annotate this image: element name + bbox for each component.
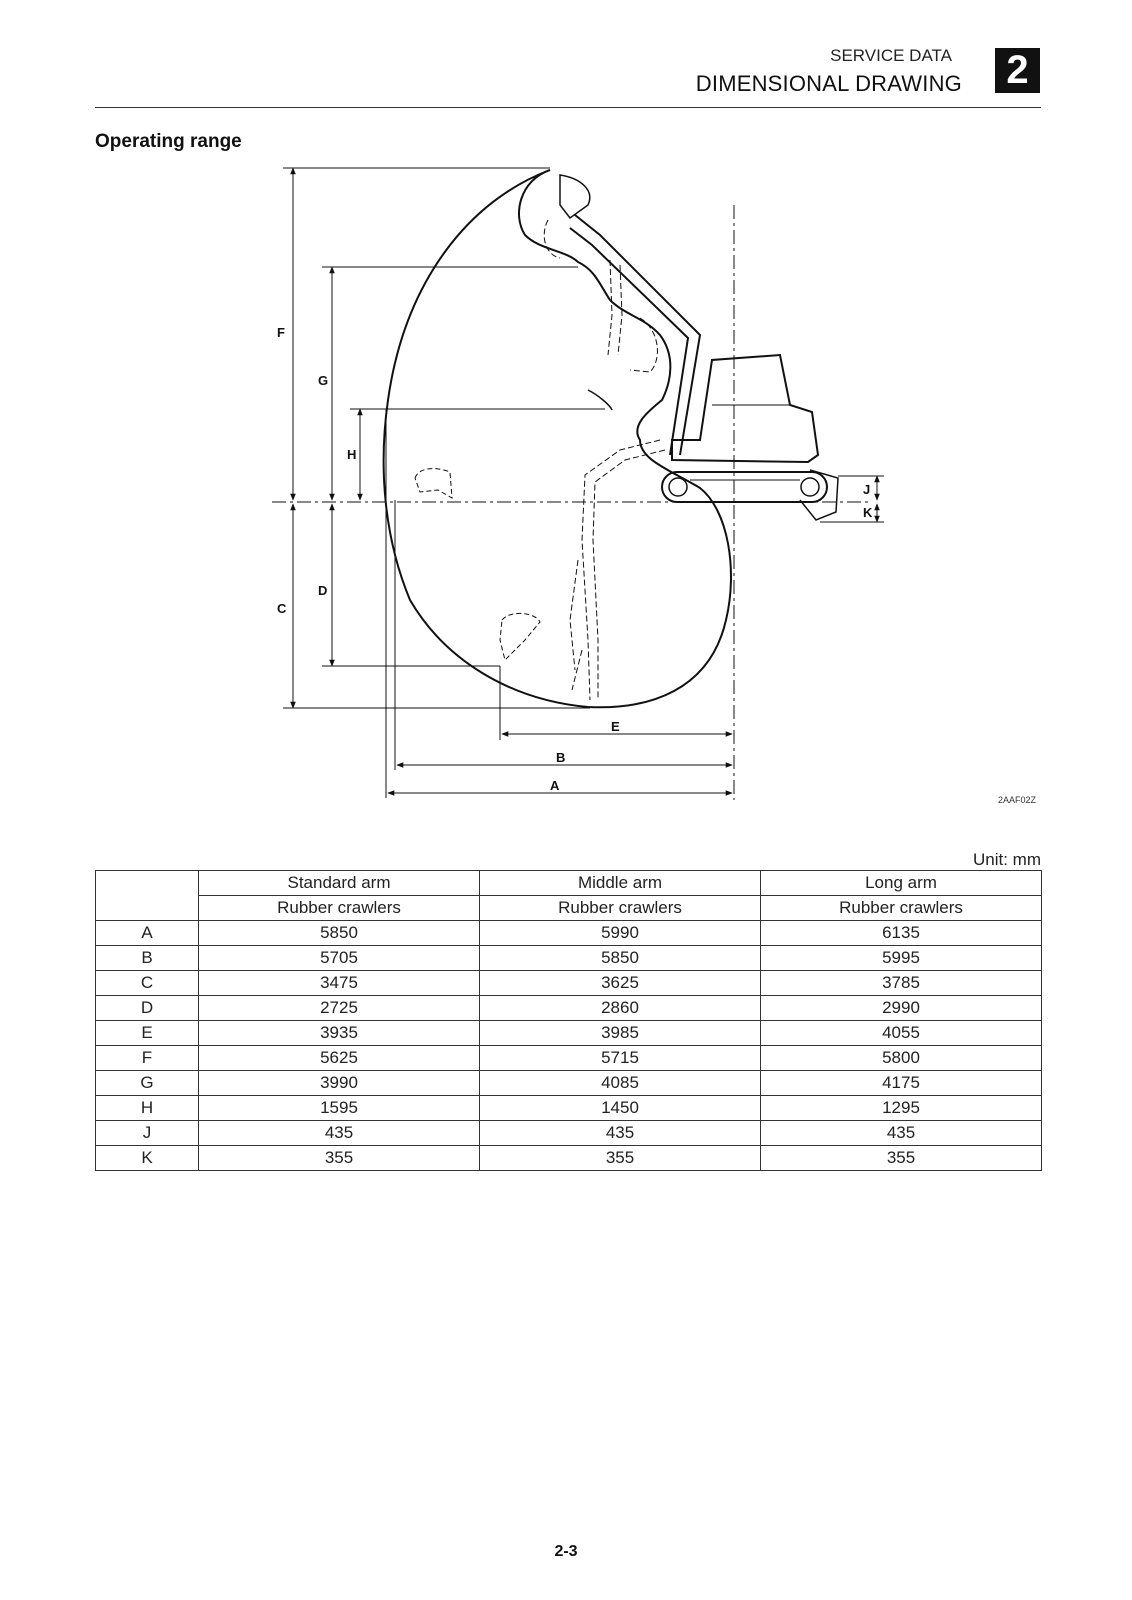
table-row (96, 1046, 1042, 1071)
dig-depth-bucket (500, 613, 540, 660)
column-header: Long arm (761, 871, 1042, 896)
table-cell: 435 (480, 1121, 761, 1146)
column-subheader: Rubber crawlers (761, 896, 1042, 921)
row-label: C (96, 971, 199, 996)
table-cell: 5995 (761, 946, 1042, 971)
table-cell: 1450 (480, 1096, 761, 1121)
table-cell: 2860 (480, 996, 761, 1021)
column-subheader: Rubber crawlers (480, 896, 761, 921)
table-row (96, 946, 1042, 971)
table-cell: 355 (480, 1146, 761, 1171)
column-header: Middle arm (480, 871, 761, 896)
row-label: G (96, 1071, 199, 1096)
raised-bucket (560, 175, 590, 218)
table-cell: 435 (761, 1121, 1042, 1146)
table-cell: 355 (199, 1146, 480, 1171)
table-cell: 355 (761, 1146, 1042, 1171)
table-row (96, 1096, 1042, 1121)
page-number: 2-3 (554, 1543, 578, 1560)
table-row (96, 1146, 1042, 1171)
table-corner-cell (96, 871, 199, 921)
table-cell: 5715 (480, 1046, 761, 1071)
label-j: J (863, 482, 871, 497)
table-cell: 3785 (761, 971, 1042, 996)
table-row (96, 971, 1042, 996)
table-cell: 4055 (761, 1021, 1042, 1046)
table-cell: 5625 (199, 1046, 480, 1071)
table-row (96, 921, 1042, 946)
header-title: DIMENSIONAL DRAWING (695, 71, 962, 96)
table-row (96, 996, 1042, 1021)
label-h: H (347, 447, 357, 462)
label-d: D (318, 583, 328, 598)
table-cell: 4175 (761, 1071, 1042, 1096)
table-cell: 5705 (199, 946, 480, 971)
table-row (96, 1021, 1042, 1046)
table-cell: 1295 (761, 1096, 1042, 1121)
column-subheader: Rubber crawlers (199, 896, 480, 921)
table-row (96, 1071, 1042, 1096)
table-header-row (96, 871, 1042, 896)
table-cell: 435 (199, 1121, 480, 1146)
section-heading: Operating range (95, 131, 242, 152)
table-cell: 5850 (199, 921, 480, 946)
table-cell: 1595 (199, 1096, 480, 1121)
label-e: E (611, 719, 620, 734)
row-label: F (96, 1046, 199, 1071)
table-cell: 4085 (480, 1071, 761, 1096)
reach-envelope (384, 170, 731, 707)
raised-boom (575, 215, 700, 455)
table-subheader-row (96, 896, 1042, 921)
table-cell: 2990 (761, 996, 1042, 1021)
column-header: Standard arm (199, 871, 480, 896)
row-label: K (96, 1146, 199, 1171)
label-g: G (318, 373, 329, 388)
table-row (96, 1121, 1042, 1146)
table-cell: 2725 (199, 996, 480, 1021)
label-a: A (550, 778, 560, 793)
table-cell: 3985 (480, 1021, 761, 1046)
unit-label: Unit: mm (973, 850, 1041, 869)
label-k: K (863, 505, 873, 520)
row-label: B (96, 946, 199, 971)
table-cell: 3625 (480, 971, 761, 996)
table-cell: 5990 (480, 921, 761, 946)
operating-range-table (95, 870, 1042, 1171)
row-label: J (96, 1121, 199, 1146)
table-cell: 5850 (480, 946, 761, 971)
table-cell: 5800 (761, 1046, 1042, 1071)
row-label: H (96, 1096, 199, 1121)
label-b: B (556, 750, 566, 765)
chapter-number-badge: 2 (995, 48, 1040, 93)
label-c: C (277, 601, 287, 616)
table-cell: 6135 (761, 921, 1042, 946)
table-cell: 3990 (199, 1071, 480, 1096)
table-cell: 3475 (199, 971, 480, 996)
row-label: D (96, 996, 199, 1021)
ground-level-bucket (415, 469, 452, 498)
row-label: E (96, 1021, 199, 1046)
table-cell: 3935 (199, 1021, 480, 1046)
figure-id: 2AAF02Z (998, 795, 1037, 805)
row-label: A (96, 921, 199, 946)
label-f: F (277, 325, 285, 340)
header-section-label: SERVICE DATA (830, 46, 952, 65)
